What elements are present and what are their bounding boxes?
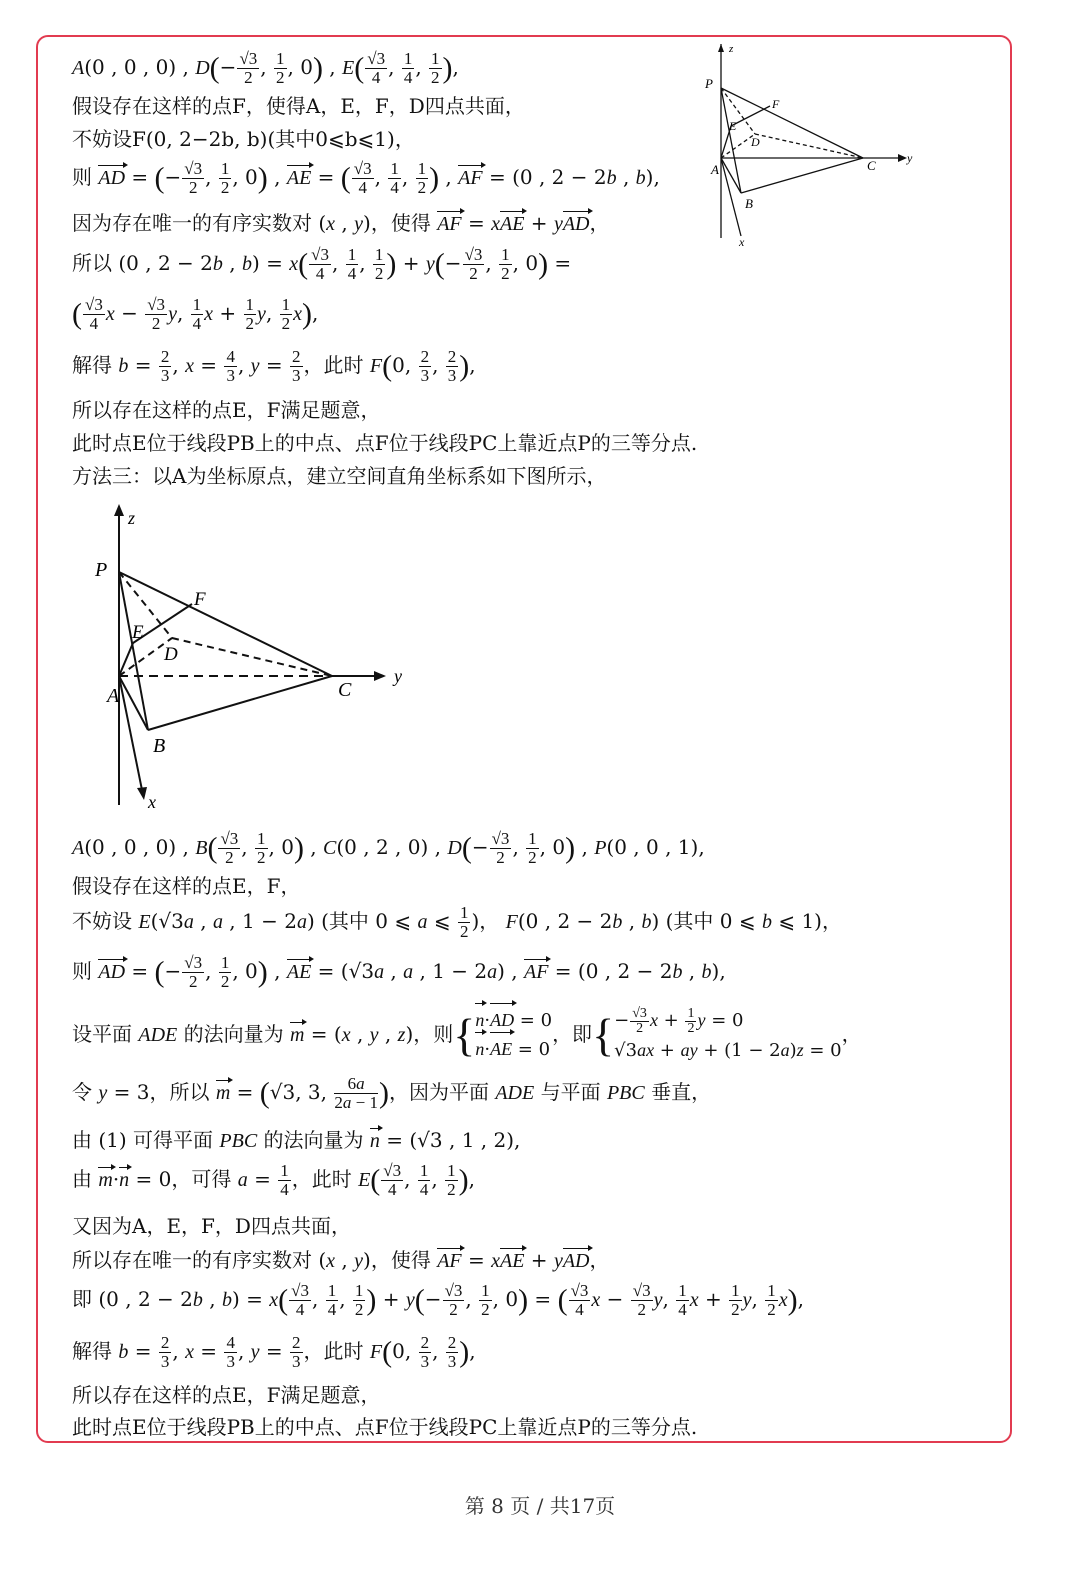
text-line-13: 假设存在这样的点E，F， [72, 874, 301, 898]
text-line-10: 此时点E位于线段PB上的中点、点F位于线段PC上靠近点P的三等分点. [72, 431, 698, 455]
label-a-large: A [107, 685, 120, 707]
text-line-19: 由 m·n = 0，可得 a = $\frac{1}{4}$ ，此时 E( $\frac{√3}{4}$ , $\frac{1}{4}$ , $\frac{1}{2}$ ), [72, 1161, 475, 1199]
label-e: E [729, 119, 737, 133]
edge-pd [721, 88, 755, 134]
edge-ef [731, 106, 770, 126]
page-footer: 第 8 页 / 共17页 [464, 1494, 616, 1518]
edge-ad [721, 134, 755, 158]
edge-pb [721, 88, 741, 193]
label-x: x [739, 235, 745, 249]
edge-bc [741, 158, 863, 193]
text-line-22: 即 (0 , 2 − 2b , b) = x( $\frac{√3}{4}$ , $\frac{1}{4}$ , $\frac{1}{2}$ ) + y(− $\frac{√3}{2}$ , $\frac{1}{2}$ , 0) = ( $\frac{√3}{4}$ x − $\frac{√3}{2}$ y, $\frac{1}{4}$ x + $\frac{1}{2}$ y, $\frac{1}{2}$ x), [72, 1281, 804, 1319]
text-line-16: 设平面 ADE 的法向量为 m = (x , y , z)，则{n·AD = 0 n·AE = 0，即{− $\frac{√3}{2}$ x + $\frac{1}{2}$ y = 0 √3ax + ay + (1 − 2a)z = 0， [72, 1006, 862, 1065]
text-line-2: 假设存在这样的点F，使得A，E，F，D四点共面， [72, 94, 525, 118]
text-line-24: 所以存在这样的点E，F满足题意， [72, 1383, 381, 1407]
text-line-11: 方法三：以A为坐标原点，建立空间直角坐标系如下图所示， [72, 464, 607, 488]
x-axis-large [119, 676, 142, 790]
text-line-7: ( $\frac{√3}{4}$ x − $\frac{√3}{2}$ y, $\frac{1}{4}$ x + $\frac{1}{2}$ y, $\frac{1}{2}$ x), [72, 295, 319, 333]
label-y-large: y [394, 666, 402, 686]
text-line-15: 则 AD = (− $\frac{√3}{2}$ , $\frac{1}{2}$ , 0) , AE = (√3a , a , 1 − 2a) , AF = (0 , 2 − 2b , b), [72, 953, 726, 991]
label-c: C [867, 158, 876, 173]
figure-small [695, 38, 925, 253]
edge-ae-large [119, 643, 133, 676]
label-z: z [729, 43, 734, 55]
text-line-20: 又因为A，E，F，D四点共面， [72, 1214, 351, 1238]
text-line-1: A(0 , 0 , 0) , D(− $\frac{√3}{2}$ , $\frac{1}{2}$ , 0) , E( $\frac{√3}{4}$ , $\frac{1}{4}$ , $\frac{1}{2}$ ), [72, 49, 459, 87]
label-p-large: P [95, 559, 108, 581]
label-a: A [711, 162, 719, 177]
text-line-17: 令 y = 3，所以 m = (√3, 3, $\frac{6a}{2a - 1}$ )，因为平面 ADE 与平面 PBC 垂直， [72, 1074, 712, 1112]
x-axis [721, 158, 741, 236]
label-x-large: x [148, 792, 156, 812]
text-line-9: 所以存在这样的点E，F满足题意， [72, 398, 381, 422]
label-e-large: E [132, 622, 144, 643]
text-line-21: 所以存在唯一的有序实数对 (x , y)，使得 AF = xAE + yAD， [72, 1248, 610, 1272]
text-line-4: 则 AD = (− $\frac{√3}{2}$ , $\frac{1}{2}$ , 0) , AE = ( $\frac{√3}{4}$ , $\frac{1}{4}$ , $\frac{1}{2}$ ) , AF = (0 , 2 − 2b , b), [72, 159, 660, 197]
edge-pc-large [119, 572, 332, 676]
edge-pb-large [119, 572, 148, 730]
label-f-large: F [194, 589, 206, 610]
label-c-large: C [338, 679, 352, 701]
label-b: B [745, 196, 753, 211]
text-line-5: 因为存在唯一的有序实数对 (x , y)，使得 AF = xAE + yAD， [72, 211, 610, 235]
figure-large [90, 500, 420, 815]
edge-dc [755, 134, 863, 158]
label-d-large: D [164, 644, 178, 665]
label-d: D [751, 135, 760, 149]
text-line-18: 由 (1) 可得平面 PBC 的法向量为 n = (√3 , 1 , 2), [72, 1128, 521, 1152]
text-line-6: 所以 (0 , 2 − 2b , b) = x( $\frac{√3}{4}$ , $\frac{1}{4}$ , $\frac{1}{2}$ ) + y(− $\frac{√3}{2}$ , $\frac{1}{2}$ , 0) = [72, 245, 572, 283]
text-line-8: 解得 b = $\frac{2}{3}$ , x = $\frac{4}{3}$ , y = $\frac{2}{3}$ ，此时 F(0, $\frac{2}{3}$ , $\frac{2}{3}$ ), [72, 347, 476, 385]
text-line-25: 此时点E位于线段PB上的中点、点F位于线段PC上靠近点P的三等分点. [72, 1415, 698, 1439]
text-line-12: A(0 , 0 , 0) , B( $\frac{√3}{2}$ , $\frac{1}{2}$ , 0) , C(0 , 2 , 0) , D(− $\frac{√3}{2}$ , $\frac{1}{2}$ , 0) , P(0 , 0 , 1), [72, 829, 705, 867]
text-line-14: 不妨设 E(√3a , a , 1 − 2a) (其中 0 ⩽ a ⩽ $\frac{1}{2}$ )， F(0 , 2 − 2b , b) (其中 0 ⩽ b ⩽ 1)， [72, 903, 842, 941]
label-z-large: z [128, 508, 136, 528]
label-y: y [907, 151, 913, 165]
edge-dc-large [172, 638, 332, 676]
text-line-3: 不妨设F(0, 2−2b, b)(其中0⩽b⩽1)， [72, 127, 415, 151]
label-f: F [772, 97, 780, 111]
label-b-large: B [153, 735, 166, 757]
edge-pc [721, 88, 863, 158]
label-p: P [705, 76, 713, 91]
edge-bc-large [148, 676, 332, 730]
edge-pd-large [119, 572, 172, 638]
text-line-23: 解得 b = $\frac{2}{3}$ , x = $\frac{4}{3}$ , y = $\frac{2}{3}$ ，此时 F(0, $\frac{2}{3}$ , $\frac{2}{3}$ ), [72, 1333, 476, 1371]
